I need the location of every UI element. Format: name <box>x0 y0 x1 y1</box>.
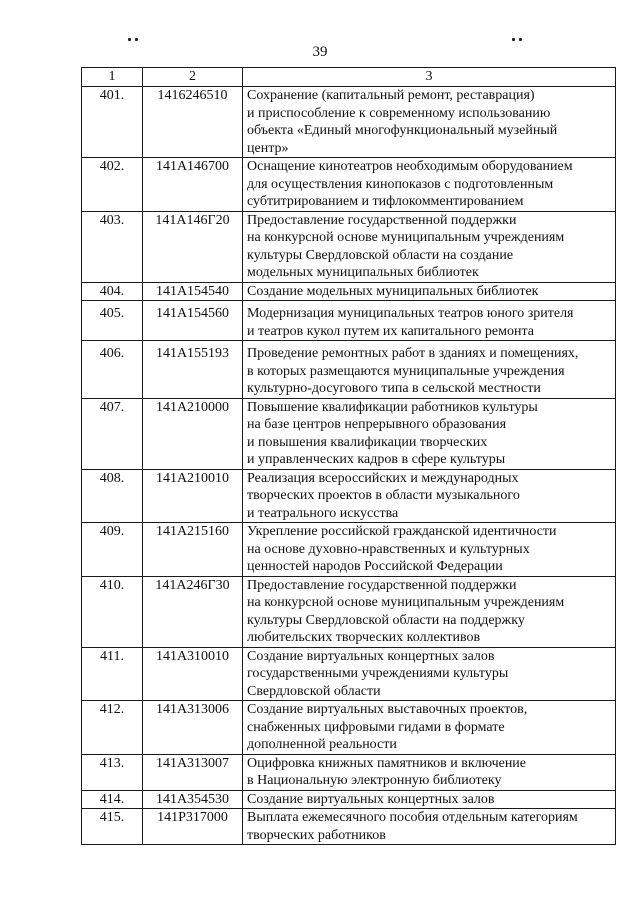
expense-name <box>243 523 616 577</box>
expense-name-line: объекта «Единый многофункциональный музейный <box>247 123 558 138</box>
expense-name-line: культуры Свердловской области на создание <box>247 247 514 263</box>
expense-name <box>243 647 616 701</box>
table-row <box>82 809 616 845</box>
expense-name-line: дополненной реальности <box>247 737 397 752</box>
row-number: 407. <box>82 398 143 469</box>
budget-code: 141А313006 <box>143 701 243 755</box>
expense-name <box>243 576 616 647</box>
table-row <box>82 282 616 301</box>
expense-name-line: государственными учреждениями культуры <box>247 666 509 681</box>
expense-name-line: Создание модельных муниципальных библиотек <box>247 283 539 299</box>
budget-code: 141А146700 <box>143 158 243 212</box>
expense-name <box>243 282 616 301</box>
expense-name-line: на конкурсной основе муниципальным учреждениям <box>247 230 565 245</box>
expense-name-line: Повышение квалификации работников культуры <box>247 399 538 415</box>
expense-name-line: на базе центров непрерывного образования <box>247 417 507 432</box>
table-row <box>82 701 616 755</box>
table-row <box>82 301 616 341</box>
expense-name-line: творческих работников <box>247 827 386 843</box>
expense-name-line: Оснащение кинотеатров необходимым оборудованием <box>247 159 573 174</box>
budget-code: 141А210010 <box>143 469 243 523</box>
budget-code: 141А155193 <box>143 341 243 399</box>
budget-code: 141Р317000 <box>143 809 243 845</box>
row-number: 410. <box>82 576 143 647</box>
expense-name-line: центр» <box>247 140 289 156</box>
row-number: 401. <box>82 87 143 158</box>
row-number: 415. <box>82 809 143 845</box>
budget-code: 141А313007 <box>143 754 243 790</box>
budget-code: 141А154560 <box>143 301 243 341</box>
expense-name-line: снабженных цифровыми гидами в формате <box>247 719 505 735</box>
row-number: 411. <box>82 647 143 701</box>
row-number: 403. <box>82 211 143 282</box>
expense-name-line: Создание виртуальных концертных залов <box>247 791 495 807</box>
budget-code: 1416246510 <box>143 87 243 158</box>
row-number: 409. <box>82 523 143 577</box>
expense-name-line: Проведение ремонтных работ в зданиях и помещениях, <box>247 346 579 361</box>
expense-name-line: культурно-досугового типа в сельской местности <box>247 381 541 396</box>
table-row <box>82 754 616 790</box>
expense-name-line: Свердловской области <box>247 683 381 699</box>
budget-code: 141А354530 <box>143 790 243 809</box>
table-row <box>82 469 616 523</box>
expense-name-line: и приспособление к современному использованию <box>247 105 551 121</box>
expense-name-line: и повышения квалификации творческих <box>247 434 488 450</box>
expense-name <box>243 301 616 341</box>
expense-name-line: субтитрированием и тифлокомментированием <box>247 194 524 209</box>
expense-name-line: Укрепление российской гражданской идентичности <box>247 524 557 539</box>
table-row <box>82 398 616 469</box>
expense-name-line: Создание виртуальных выставочных проектов, <box>247 702 528 717</box>
page-number: 39 <box>312 44 328 60</box>
expense-name <box>243 87 616 158</box>
expense-name-line: в Национальную электронную библиотеку <box>247 773 502 788</box>
scan-mark-left <box>128 28 142 34</box>
table-row <box>82 647 616 701</box>
row-number: 408. <box>82 469 143 523</box>
budget-code: 141А246Г30 <box>143 576 243 647</box>
table-header-row <box>82 68 616 87</box>
expense-name <box>243 469 616 523</box>
expense-name <box>243 398 616 469</box>
expense-name-line: для осуществления кинопоказов с подготовленным <box>247 176 554 192</box>
expense-name-line: Сохранение (капитальный ремонт, реставрация) <box>247 88 535 103</box>
table-row <box>82 341 616 399</box>
row-number: 404. <box>82 282 143 301</box>
scan-mark-right <box>512 28 526 34</box>
expense-name <box>243 809 616 845</box>
expense-name <box>243 211 616 282</box>
expense-name <box>243 341 616 399</box>
row-number: 406. <box>82 341 143 399</box>
budget-code: 141А210000 <box>143 398 243 469</box>
expense-name-line: Предоставление государственной поддержки <box>247 577 517 593</box>
expense-name-line: Выплата ежемесячного пособия отдельным категориям <box>247 810 578 825</box>
budget-code: 141А310010 <box>143 647 243 701</box>
table-row <box>82 211 616 282</box>
row-number: 412. <box>82 701 143 755</box>
expense-name-line: Модернизация муниципальных театров юного зрителя <box>247 306 574 321</box>
budget-code: 141А154540 <box>143 282 243 301</box>
budget-code: 141А215160 <box>143 523 243 577</box>
expense-name-line: Оцифровка книжных памятников и включение <box>247 755 527 771</box>
expense-name-line: и театров кукол путем их капитального ремонта <box>247 323 534 339</box>
expense-name-line: Предоставление государственной поддержки <box>247 212 517 228</box>
budget-code: 141А146Г20 <box>143 211 243 282</box>
expense-name <box>243 701 616 755</box>
row-number: 405. <box>82 301 143 341</box>
table-row <box>82 576 616 647</box>
expense-name-line: Создание виртуальных концертных залов <box>247 648 495 664</box>
row-number: 414. <box>82 790 143 809</box>
expense-name-line: культуры Свердловской области на поддержку <box>247 612 525 628</box>
expense-name <box>243 158 616 212</box>
column-header-name: 3 <box>243 68 616 87</box>
expense-name-line: Реализация всероссийских и международных <box>247 470 519 486</box>
expense-name-line: любительских творческих коллективов <box>247 630 481 645</box>
column-header-code: 2 <box>143 68 243 87</box>
expense-name-line: творческих проектов в области музыкального <box>247 488 520 503</box>
table-row <box>82 523 616 577</box>
expense-name-line: модельных муниципальных библиотек <box>247 265 479 280</box>
expense-name <box>243 754 616 790</box>
table-row <box>82 87 616 158</box>
row-number: 402. <box>82 158 143 212</box>
column-header-number: 1 <box>82 68 143 87</box>
expense-name-line: и управленческих кадров в сфере культуры <box>247 452 506 467</box>
expense-name-line: и театрального искусства <box>247 505 399 521</box>
expense-name-line: на конкурсной основе муниципальным учреждениям <box>247 595 565 610</box>
expense-name-line: на основе духовно-нравственных и культурных <box>247 541 530 557</box>
table-body <box>82 87 616 845</box>
expense-name-line: в которых размещаются муниципальные учреждения <box>247 363 565 379</box>
expense-name <box>243 790 616 809</box>
table-row <box>82 158 616 212</box>
row-number: 413. <box>82 754 143 790</box>
table-row <box>82 790 616 809</box>
expense-name-line: ценностей народов Российской Федерации <box>247 559 503 574</box>
budget-code-table <box>81 67 616 845</box>
